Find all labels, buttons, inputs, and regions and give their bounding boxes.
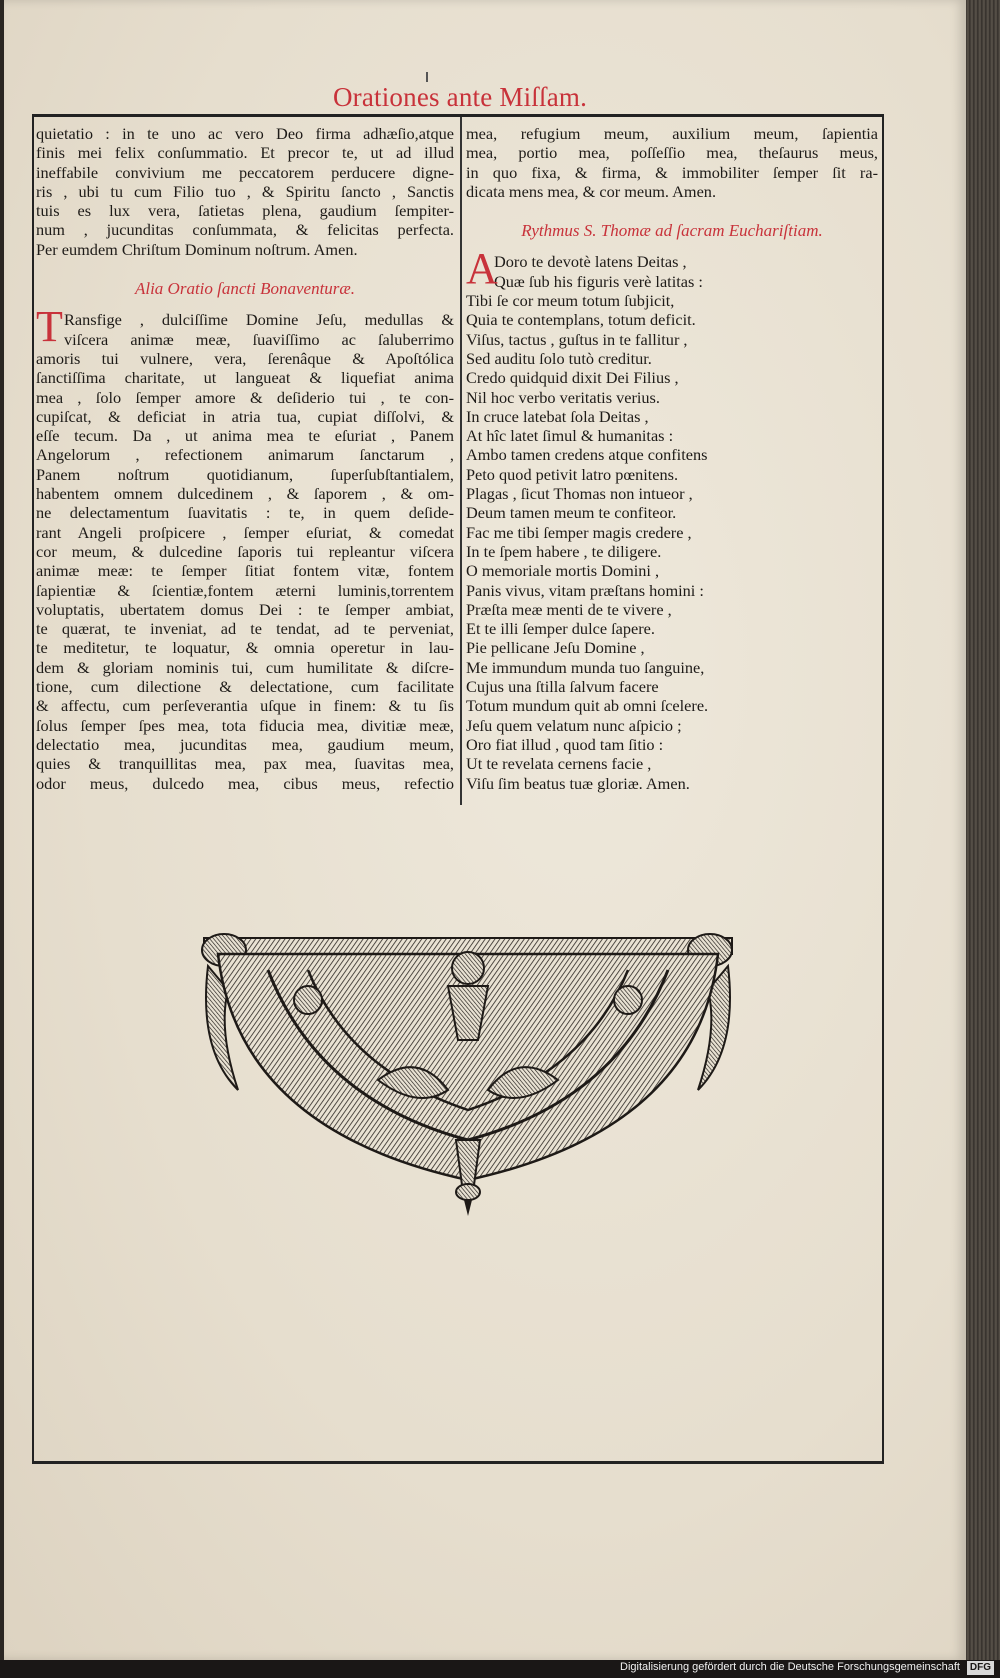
text-line: Panis vivus, vitam præſtans homini : (466, 580, 704, 600)
text-line: dem & gloriam nominis tui, cum humilitate & diſcre- (36, 657, 454, 677)
dropcap-lines (466, 252, 878, 291)
left-heading: Alia Oratio ſancti Bonaventuræ. (134, 279, 356, 299)
left-top-text (36, 124, 454, 259)
text-line: Angelorum , refectionem animarum ſanctarum , (36, 445, 454, 465)
dfg-logo-icon: DFG (967, 1661, 994, 1675)
column-rule (460, 117, 462, 805)
page-edge (966, 0, 1000, 1660)
text-line: Tibi ſe cor meum totum ſubjicit, (466, 291, 675, 311)
text-line: Plagas , ſicut Thomas non intueor , (466, 484, 693, 504)
text-line: Et te illi ſemper dulce ſapere. (466, 619, 655, 639)
text-line: num , jucunditas conſummata, & felicitas perfecta. (36, 220, 454, 240)
text-line: At hîc latet ſimul & humanitas : (466, 426, 674, 446)
text-line: ineffabile convivium me peccatorem perducere digne- (36, 162, 454, 182)
text-line: te meditetur, te loquatur, & omnia operetur in lau- (36, 638, 454, 658)
right-column (466, 124, 878, 793)
text-line: Ut te revelata cernens facie , (466, 754, 652, 774)
text-line: Sed auditu ſolo tutò creditur. (466, 348, 652, 368)
text-line: mea, portio mea, poſſeſſio mea, theſaurus meus, (466, 143, 878, 163)
text-line: Quia te contemplans, totum deficit. (466, 310, 696, 330)
text-line: ſolus ſemper ſpes mea, tota fiducia mea, divitiæ meæ, (36, 715, 454, 735)
text-line: habentem omnem dulcedinem , & ſaporem , & om- (36, 484, 454, 504)
text-line: Quæ ſub his figuris verè latitas : (494, 271, 703, 291)
text-line: Fac me tibi ſemper magis credere , (466, 522, 692, 542)
text-line: amoris tui vulnere, vera, ſerenâque & Apoſtólica (36, 348, 454, 368)
text-line: animæ meæ: te ſemper ſitiat fontem vitæ, fontem (36, 561, 454, 581)
text-line: Oro fiat illud , quod tam ſitio : (466, 734, 664, 754)
text-line: ſapientiæ & ſcientiæ,fontem æterni luminis,torrentem (36, 580, 454, 600)
text-line: te quærat, te inveniat, ad te tendat, ad te perveniat, (36, 619, 454, 639)
text-line: dicata mens mea, & cor meum. Amen. (466, 181, 717, 201)
text-line: mea, refugium meum, auxilium meum, ſapientia (466, 124, 878, 143)
text-line: Totum mundum quit ab omni ſcelere. (466, 696, 709, 716)
text-line: odor meus, dulcedo mea, cibus meus, refectio (36, 773, 454, 793)
text-line: tione, cum dilectione & delectatione, cum facilitate (36, 677, 454, 697)
text-line: Me immundum munda tuo ſanguine, (466, 657, 705, 677)
right-heading: Rythmus S. Thomæ ad ſacram Euchariſtiam. (521, 221, 823, 241)
text-line: Jeſu quem velatum nunc aſpicio ; (466, 715, 682, 735)
text-line: quietatio : in te uno ac vero Deo firma adhæſio,atque (36, 124, 454, 143)
text-line: ris , ubi tu cum Filio tuo , & Spiritu ſancto , Sanctis (36, 181, 454, 201)
text-line: ſanctiſſima charitate, ut langueat & liquefiat anima (36, 368, 454, 388)
text-line: & affectu, cum perſeverantia uſque in finem: & tu ſis (36, 696, 454, 716)
text-line: mea , ſolo ſemper amore & deſiderio tui , te con- (36, 387, 454, 407)
left-dropcap-block (36, 302, 454, 352)
text-line: O memoriale mortis Domini , (466, 561, 660, 581)
text-line: Ambo tamen credens atque confitens (466, 445, 708, 465)
footer-credit: Digitalisierung gefördert durch die Deutsche Forschungsgemeinschaft (620, 1661, 960, 1673)
text-line: Ransfige , dulciſſime Domine Jeſu, medullas & (64, 310, 454, 330)
text-line: Panem noſtrum quotidianum, ſuperſubſtantialem, (36, 464, 454, 484)
text-line: in quo fixa, & firma, & immobiliter ſemper ſit ra- (466, 162, 878, 182)
text-line: quies & tranquillitas mea, pax mea, ſuavitas mea, (36, 754, 454, 774)
page-title: Orationes ante Miſſam. (332, 82, 588, 112)
text-line: In cruce latebat ſola Deitas , (466, 406, 649, 426)
left-column (36, 124, 454, 793)
text-line: Pie pellicane Jeſu Domine , (466, 638, 645, 658)
text-line: Nil hoc verbo veritatis verius. (466, 387, 660, 407)
dropcap-letter: A (466, 244, 498, 294)
text-line: Deum tamen meum te confiteor. (466, 503, 677, 523)
dropcap-lines (36, 310, 454, 349)
text-line: In te ſpem habere , te diligere. (466, 541, 662, 561)
dropcap-letter: T (36, 302, 63, 352)
text-line: delectatio mea, jucunditas mea, gaudium meum, (36, 734, 454, 754)
text-line: finis mei felix conſummatio. Et precor te, ut ad illud (36, 143, 454, 163)
woodcut-ornament-icon (198, 930, 738, 1220)
text-line: Per eumdem Chriſtum Dominum noſtrum. Amen. (36, 239, 358, 259)
right-top-text (466, 124, 878, 201)
text-line: Cujus una ſtilla ſalvum facere (466, 677, 659, 697)
page-mark (426, 72, 428, 82)
text-line: ne delectamentum ſuavitatis : te, in quem deſide- (36, 503, 454, 523)
verse-text (466, 291, 878, 793)
text-line: tuis es lux vera, ſatietas plena, gaudium ſempiter- (36, 201, 454, 221)
text-line: cor meum, & dulcedine ſaporis tui repleantur viſcera (36, 541, 454, 561)
text-line: viſcera animæ meæ, ſuaviſſimo ac ſaluberrimo (64, 329, 454, 349)
left-body-text (36, 349, 454, 793)
text-line: Viſus, tactus , guſtus in te fallitur , (466, 329, 688, 349)
text-line: rant Angeli proſpicere , ſemper eſuriat, & comedat (36, 522, 454, 542)
text-line: Præſta meæ menti de te vivere , (466, 599, 672, 619)
text-line: Viſu ſim beatus tuæ gloriæ. Amen. (466, 773, 690, 793)
text-line: Peto quod petivit latro pœnitens. (466, 464, 679, 484)
text-line: eſſe tecum. Da , ut anima mea te eſuriat , Panem (36, 426, 454, 446)
right-dropcap-block (466, 244, 878, 294)
text-line: cupiſcat, & deficiat in atria tua, cupiat diſſolvi, & (36, 406, 454, 426)
text-line: Credo quidquid dixit Dei Filius , (466, 368, 679, 388)
text-line: voluptatis, ubertatem domus Dei : te ſemper ambiat, (36, 599, 454, 619)
text-line: Doro te devotè latens Deitas , (494, 252, 687, 272)
